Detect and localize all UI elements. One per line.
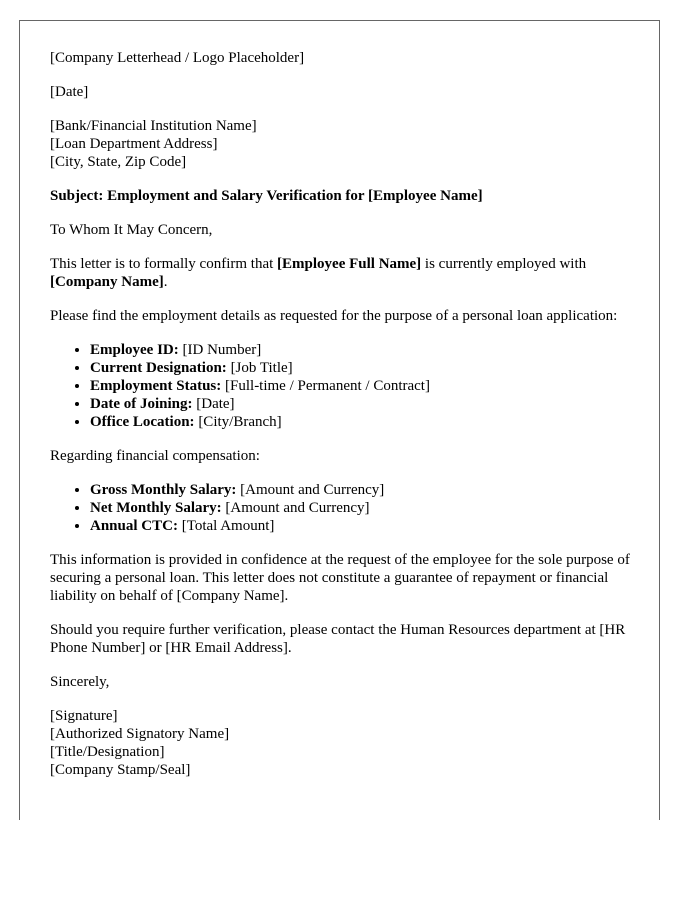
list-item: [90, 499, 636, 517]
compensation-intro: Regarding financial compensation:: [50, 448, 260, 464]
list-item: [90, 341, 636, 359]
confirmation-paragraph: [50, 255, 636, 291]
employment-details-list: [50, 341, 636, 431]
p1-end: .: [163, 274, 168, 290]
confidentiality-paragraph: This information is provided in confidence at the request of the employee for the sole purpose of securing a personal loan. This letter does not constitute a guarantee of repayment or financial liability on behalf of [Company Name].: [50, 552, 630, 604]
detail-label: Employment Status:: [90, 378, 222, 394]
list-item: [90, 413, 636, 431]
detail-value: [Full-time / Permanent / Contract]: [221, 378, 430, 394]
salutation: To Whom It May Concern,: [50, 222, 213, 238]
letter-page: [19, 20, 660, 820]
company-name: [Company Name]: [50, 274, 164, 290]
compensation-list: [50, 481, 636, 535]
comp-value: [Amount and Currency]: [221, 500, 370, 516]
comp-value: [Total Amount]: [177, 518, 275, 534]
detail-value: [Job Title]: [226, 360, 293, 376]
detail-value: [City/Branch]: [194, 414, 282, 430]
comp-label: Annual CTC:: [90, 518, 178, 534]
p1-pre: This letter is to formally confirm that: [50, 256, 278, 272]
comp-value: [Amount and Currency]: [236, 482, 385, 498]
signature: [Signature]: [50, 708, 118, 724]
detail-label: Employee ID:: [90, 342, 179, 358]
letter-date: [Date]: [50, 84, 89, 100]
details-intro-paragraph: Please find the employment details as requested for the purpose of a personal loan application:: [50, 308, 618, 324]
recipient-dept: [Loan Department Address]: [50, 136, 218, 152]
detail-value: [Date]: [192, 396, 235, 412]
recipient-address: [50, 117, 636, 171]
p1-mid: is currently employed with: [421, 256, 587, 272]
list-item: [90, 395, 636, 413]
contact-paragraph: Should you require further verification, please contact the Human Resources department at [HR Phone Number] or [HR Email Address].: [50, 622, 626, 656]
list-item: [90, 481, 636, 499]
recipient-city: [City, State, Zip Code]: [50, 154, 187, 170]
recipient-bank: [Bank/Financial Institution Name]: [50, 118, 257, 134]
detail-label: Current Designation:: [90, 360, 227, 376]
list-item: [90, 359, 636, 377]
signatory-title: [Title/Designation]: [50, 744, 165, 760]
list-item: [90, 517, 636, 535]
signature-block: [50, 707, 636, 779]
closing: Sincerely,: [50, 674, 110, 690]
comp-label: Net Monthly Salary:: [90, 500, 222, 516]
letterhead: [Company Letterhead / Logo Placeholder]: [50, 50, 305, 66]
list-item: [90, 377, 636, 395]
detail-label: Date of Joining:: [90, 396, 193, 412]
letter-content: [50, 49, 636, 795]
detail-label: Office Location:: [90, 414, 195, 430]
comp-label: Gross Monthly Salary:: [90, 482, 237, 498]
signatory-name: [Authorized Signatory Name]: [50, 726, 230, 742]
subject-text: Subject: Employment and Salary Verification for [Employee Name]: [50, 188, 483, 204]
subject-line: [50, 187, 636, 205]
company-stamp: [Company Stamp/Seal]: [50, 762, 191, 778]
employee-full-name: [Employee Full Name]: [277, 256, 422, 272]
detail-value: [ID Number]: [178, 342, 262, 358]
